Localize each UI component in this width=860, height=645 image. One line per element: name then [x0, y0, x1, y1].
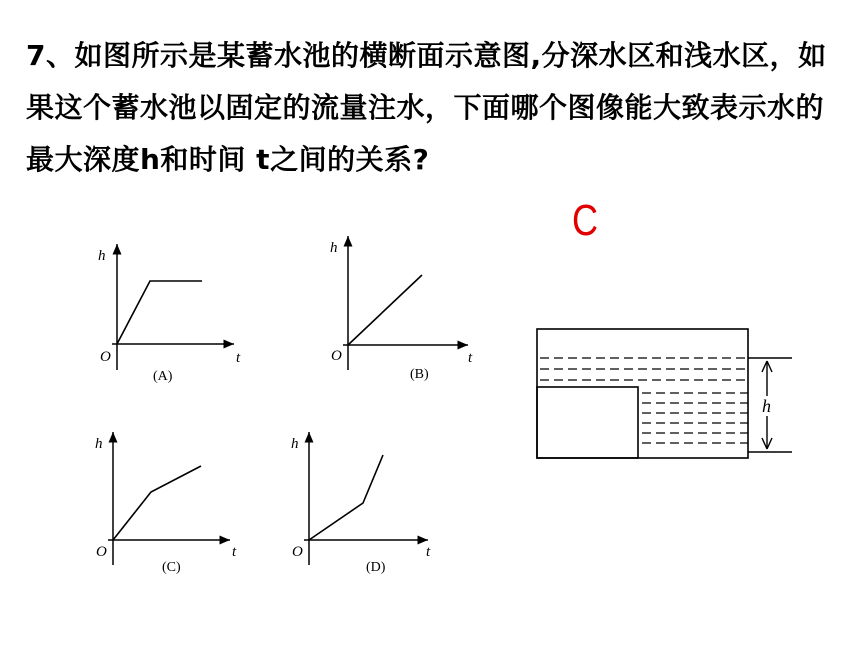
graph-b-origin: O [331, 348, 342, 364]
graph-b-x-label: t [468, 350, 473, 366]
graph-c-y-label: h [95, 436, 103, 452]
graph-d-line [309, 455, 383, 540]
water-lines-full [540, 358, 748, 380]
graph-a [98, 244, 241, 384]
answer-letter: C [572, 196, 599, 245]
water-lines-deep [642, 393, 748, 443]
graph-b [330, 236, 473, 382]
pool-diagram [537, 329, 792, 458]
graph-b-y-label: h [330, 240, 338, 256]
graph-d-origin: O [292, 544, 303, 560]
graph-c-caption: (C) [162, 560, 181, 575]
graph-b-line [348, 275, 422, 345]
graph-c-line [113, 466, 201, 540]
graph-c-x-label: t [232, 544, 237, 560]
graph-a-line [117, 281, 202, 344]
graph-b-caption: (B) [410, 367, 429, 382]
graph-d-x-label: t [426, 544, 431, 560]
graph-a-y-label: h [98, 248, 106, 264]
graph-d-caption: (D) [366, 560, 386, 575]
graph-c [95, 432, 237, 575]
graph-d-y-label: h [291, 436, 299, 452]
graph-a-x-label: t [236, 350, 241, 366]
graph-a-caption: (A) [153, 369, 173, 384]
shallow-step [537, 387, 638, 458]
graph-c-origin: O [96, 544, 107, 560]
graph-d [291, 432, 431, 575]
pool-height-label: h [762, 396, 771, 416]
graph-a-origin: O [100, 349, 111, 365]
question-text: 7、如图所示是某蓄水池的横断面示意图,分深水区和浅水区，如果这个蓄水池以固定的流量注水，下面哪个图像能大致表示水的最大深度h和时间 t之间的关系? [26, 39, 827, 176]
